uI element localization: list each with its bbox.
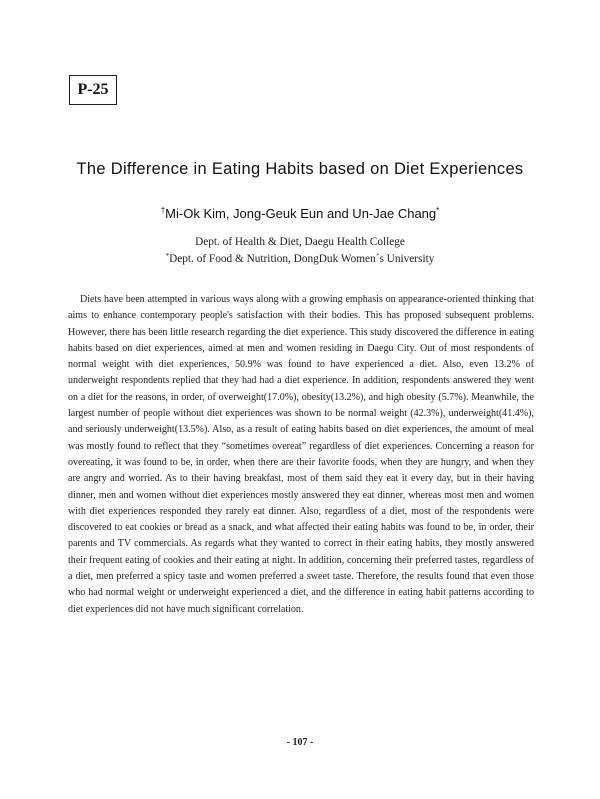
abstract-paragraph: Diets have been attempted in various ways along with a growing emphasis on appearance-oriented thinking that aims to enhance contemporary people's satisfaction with their bodies. This has proposed subsequent problems. However, there has been little research regarding the diet experience. This study discovered the difference in eating habits based on diet experiences, aimed at men and women residing in Daegu City. Out of most respondents of normal weight with diet experiences, 50.9% was found to have experienced a diet. Also, even 13.2% of underweight respondents replied that they had had a diet experience. In addition, respondents answered they went on a diet for the reasons, in order, of overweight(17.0%), obesity(13.2%), and high obesity (5.7%). Meanwhile, the largest number of people without diet experiences was shown to be normal weight (42.3%), underweight(41.4%), and seriously underweight(13.5%). Also, as a result of eating habits based on diet experiences, the amount of meal was mostly found to reflect that they “sometimes overeat” regardless of diet experiences. Concerning a reason for overeating, it was found to be, in order, when there are their favorite foods, when they are hungry, and when they are angry and worried. As to their having breakfast, most of them said they eat it every day, but in their having dinner, men and women without diet experiences mostly answered they eat dinner, whereas most men and women with diet experiences responded they rarely eat dinner. Also, regardless of a diet, most of the respondents were discovered to eat cookies or bread as a snack, and what affected their eating habits was found to be, in order, their parents and TV commercials. As regards what they wanted to correct in their eating habits, they mostly answered their frequent eating of cookies and their eating at night. In addition, concerning their preferred tastes, regardless of a diet, men preferred a spicy taste and women preferred a sweet taste. Therefore, the results found that even those who had normal weight or underweight experienced a diet, and the difference in eating habit patterns according to diet experiences did not have much significant correlation. xyxy=(68,294,534,615)
affiliation-2-mark: * xyxy=(165,252,170,260)
author-mark: † xyxy=(160,206,166,215)
affiliation-2 xyxy=(0,252,600,265)
affiliation-1: Dept. of Health & Diet, Daegu Health College xyxy=(195,236,405,248)
paper-title: The Difference in Eating Habits based on Diet Experiences xyxy=(76,160,524,178)
poster-label: P-25 xyxy=(69,75,117,105)
author-names: Mi-Ok Kim, Jong-Geuk Eun and Un-Jae Chang xyxy=(165,206,437,221)
author-mark-2: * xyxy=(436,206,440,215)
affiliation-2-text: Dept. of Food & Nutrition, DongDuk Women´s University xyxy=(169,253,435,265)
page-number: - 107 - xyxy=(286,737,314,748)
author-line xyxy=(0,206,600,221)
